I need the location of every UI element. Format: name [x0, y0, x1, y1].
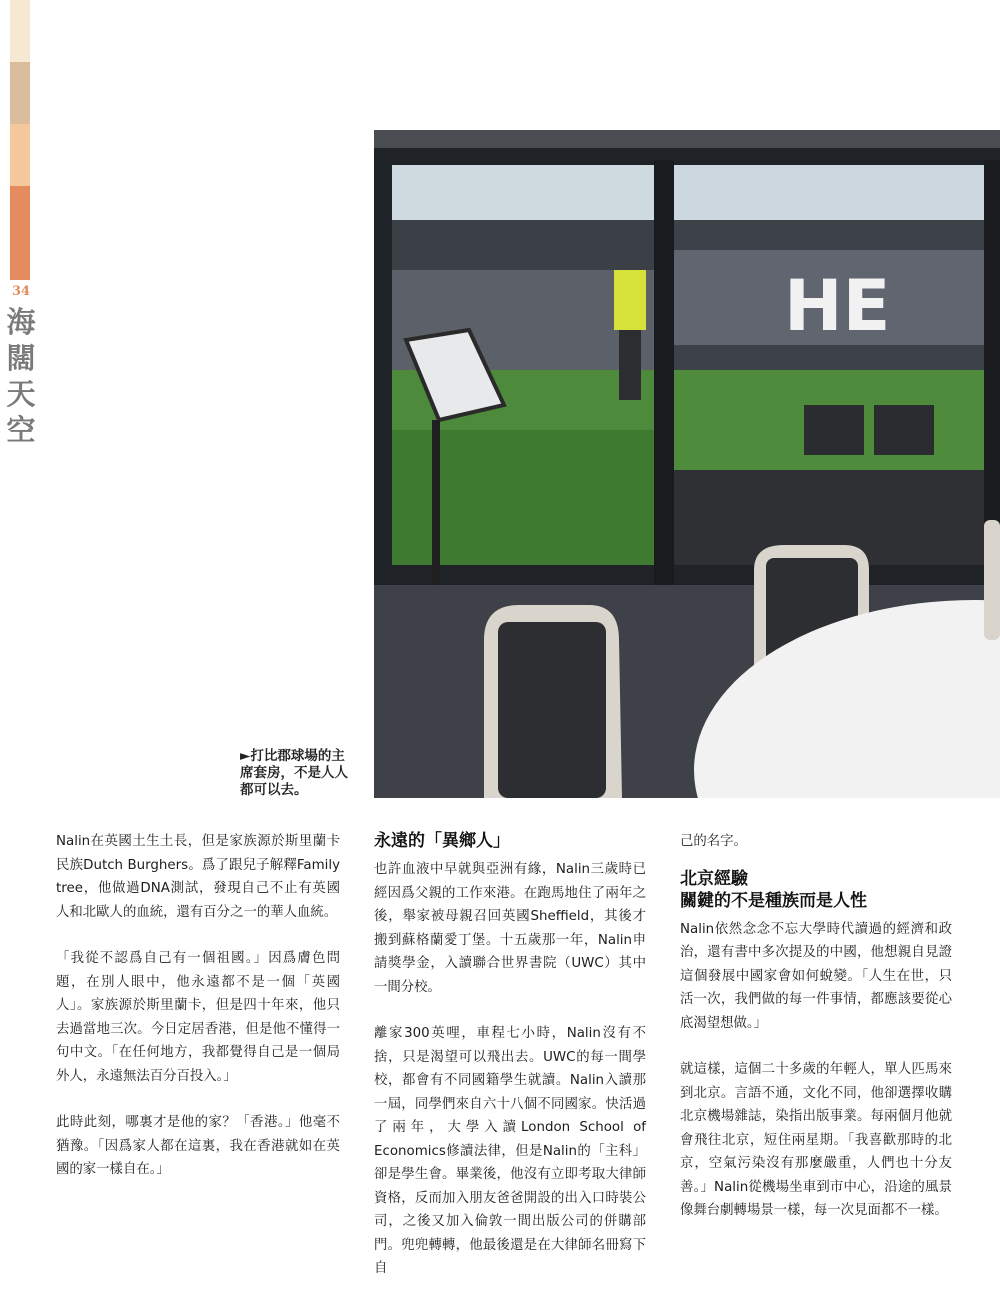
section-heading-line-2: 關鍵的不是種族而是人性	[680, 890, 867, 911]
paragraph: 「我從不認爲自己有一個祖國。」因爲膚色問題，在別人眼中，他永遠都不是一個「英國人」。家族源於斯里蘭卡，但是四十年來，他只去過當地三次。今日定居香港，但是他不懂得一句中文。「在任何地方，我都覺得自己是一個局外人，永遠無法百分百投入。」	[56, 951, 340, 1084]
section-heading-line-1: 北京經驗	[680, 868, 748, 889]
stadium-suite-photo	[374, 130, 1000, 798]
article-column-3	[680, 830, 952, 1246]
paragraph: 離家300英哩，車程七小時，Nalin沒有不捨，只是渴望可以飛出去。UWC的每一間學校，都會有不同國籍學生就讀。Nalin入讀那一屆，同學們來自六十八個不同國家。快活過了兩年，大學入讀London School of Economics修讀法律，但是Nalin的「主科」卻是學生會。畢業後，他沒有立即考取大律師資格，反而加入朋友爸爸開設的出入口時裝公司，之後又加入倫敦一間出版公司的併購部門。兜兜轉轉，他最後還是在大律師名冊寫下自	[374, 1026, 646, 1276]
column-title: 海 闊 天 空	[6, 305, 36, 447]
page-number: 34	[11, 284, 31, 299]
section-heading	[680, 868, 952, 912]
color-tab-3	[10, 124, 30, 186]
article-column-2	[374, 830, 646, 1304]
svg-text:HE: HE	[784, 265, 891, 347]
paragraph-continuation: 己的名字。	[680, 834, 747, 849]
paragraph: 此時此刻，哪裏才是他的家？「香港。」他毫不猶豫。「因爲家人都在這裏，我在香港就如在英國的家一樣自在。」	[56, 1115, 340, 1177]
section-heading: 永遠的「異鄉人」	[374, 831, 510, 851]
paragraph: 也許血液中早就與亞洲有緣，Nalin三歲時已經因爲父親的工作來港。在跑馬地住了兩年之後，舉家被母親召回英國Sheffield，其後才搬到蘇格蘭愛丁堡。十五歲那一年，Nalin申請獎學金，入讀聯合世界書院（UWC）其中一間分校。	[374, 862, 646, 995]
photo-caption: ►打比郡球場的主 席套房，不是人人 都可以去。	[240, 748, 348, 798]
paragraph: Nalin依然念念不忘大學時代讀過的經濟和政治，還有書中多次提及的中國，他想親自見證這個發展中國家會如何蛻變。「人生在世，只活一次，我們做的每一件事情，都應該要從心底渴望想做。」	[680, 921, 952, 1031]
color-tab-1	[10, 0, 30, 62]
article-column-1	[56, 830, 340, 1205]
paragraph: 就這樣，這個二十多歲的年輕人，單人匹馬來到北京。言語不通，文化不同，他卻選擇收購北京機場雜誌，染指出版事業。每兩個月他就會飛往北京，短住兩星期。「我喜歡那時的北京，空氣污染沒有那麼嚴重，人們也十分友善。」Nalin從機場坐車到市中心，沿途的風景像舞台劇轉場景一樣，每一次見面都不一樣。	[680, 1062, 952, 1218]
paragraph: Nalin在英國土生土長，但是家族源於斯里蘭卡民族Dutch Burghers。爲了跟兒子解釋Family tree，他做過DNA測試，發現自己不止有英國人和北歐人的血統，還有百分之一的華人血統。	[56, 834, 340, 920]
color-tab-2	[10, 62, 30, 124]
color-tab-4	[10, 186, 30, 280]
